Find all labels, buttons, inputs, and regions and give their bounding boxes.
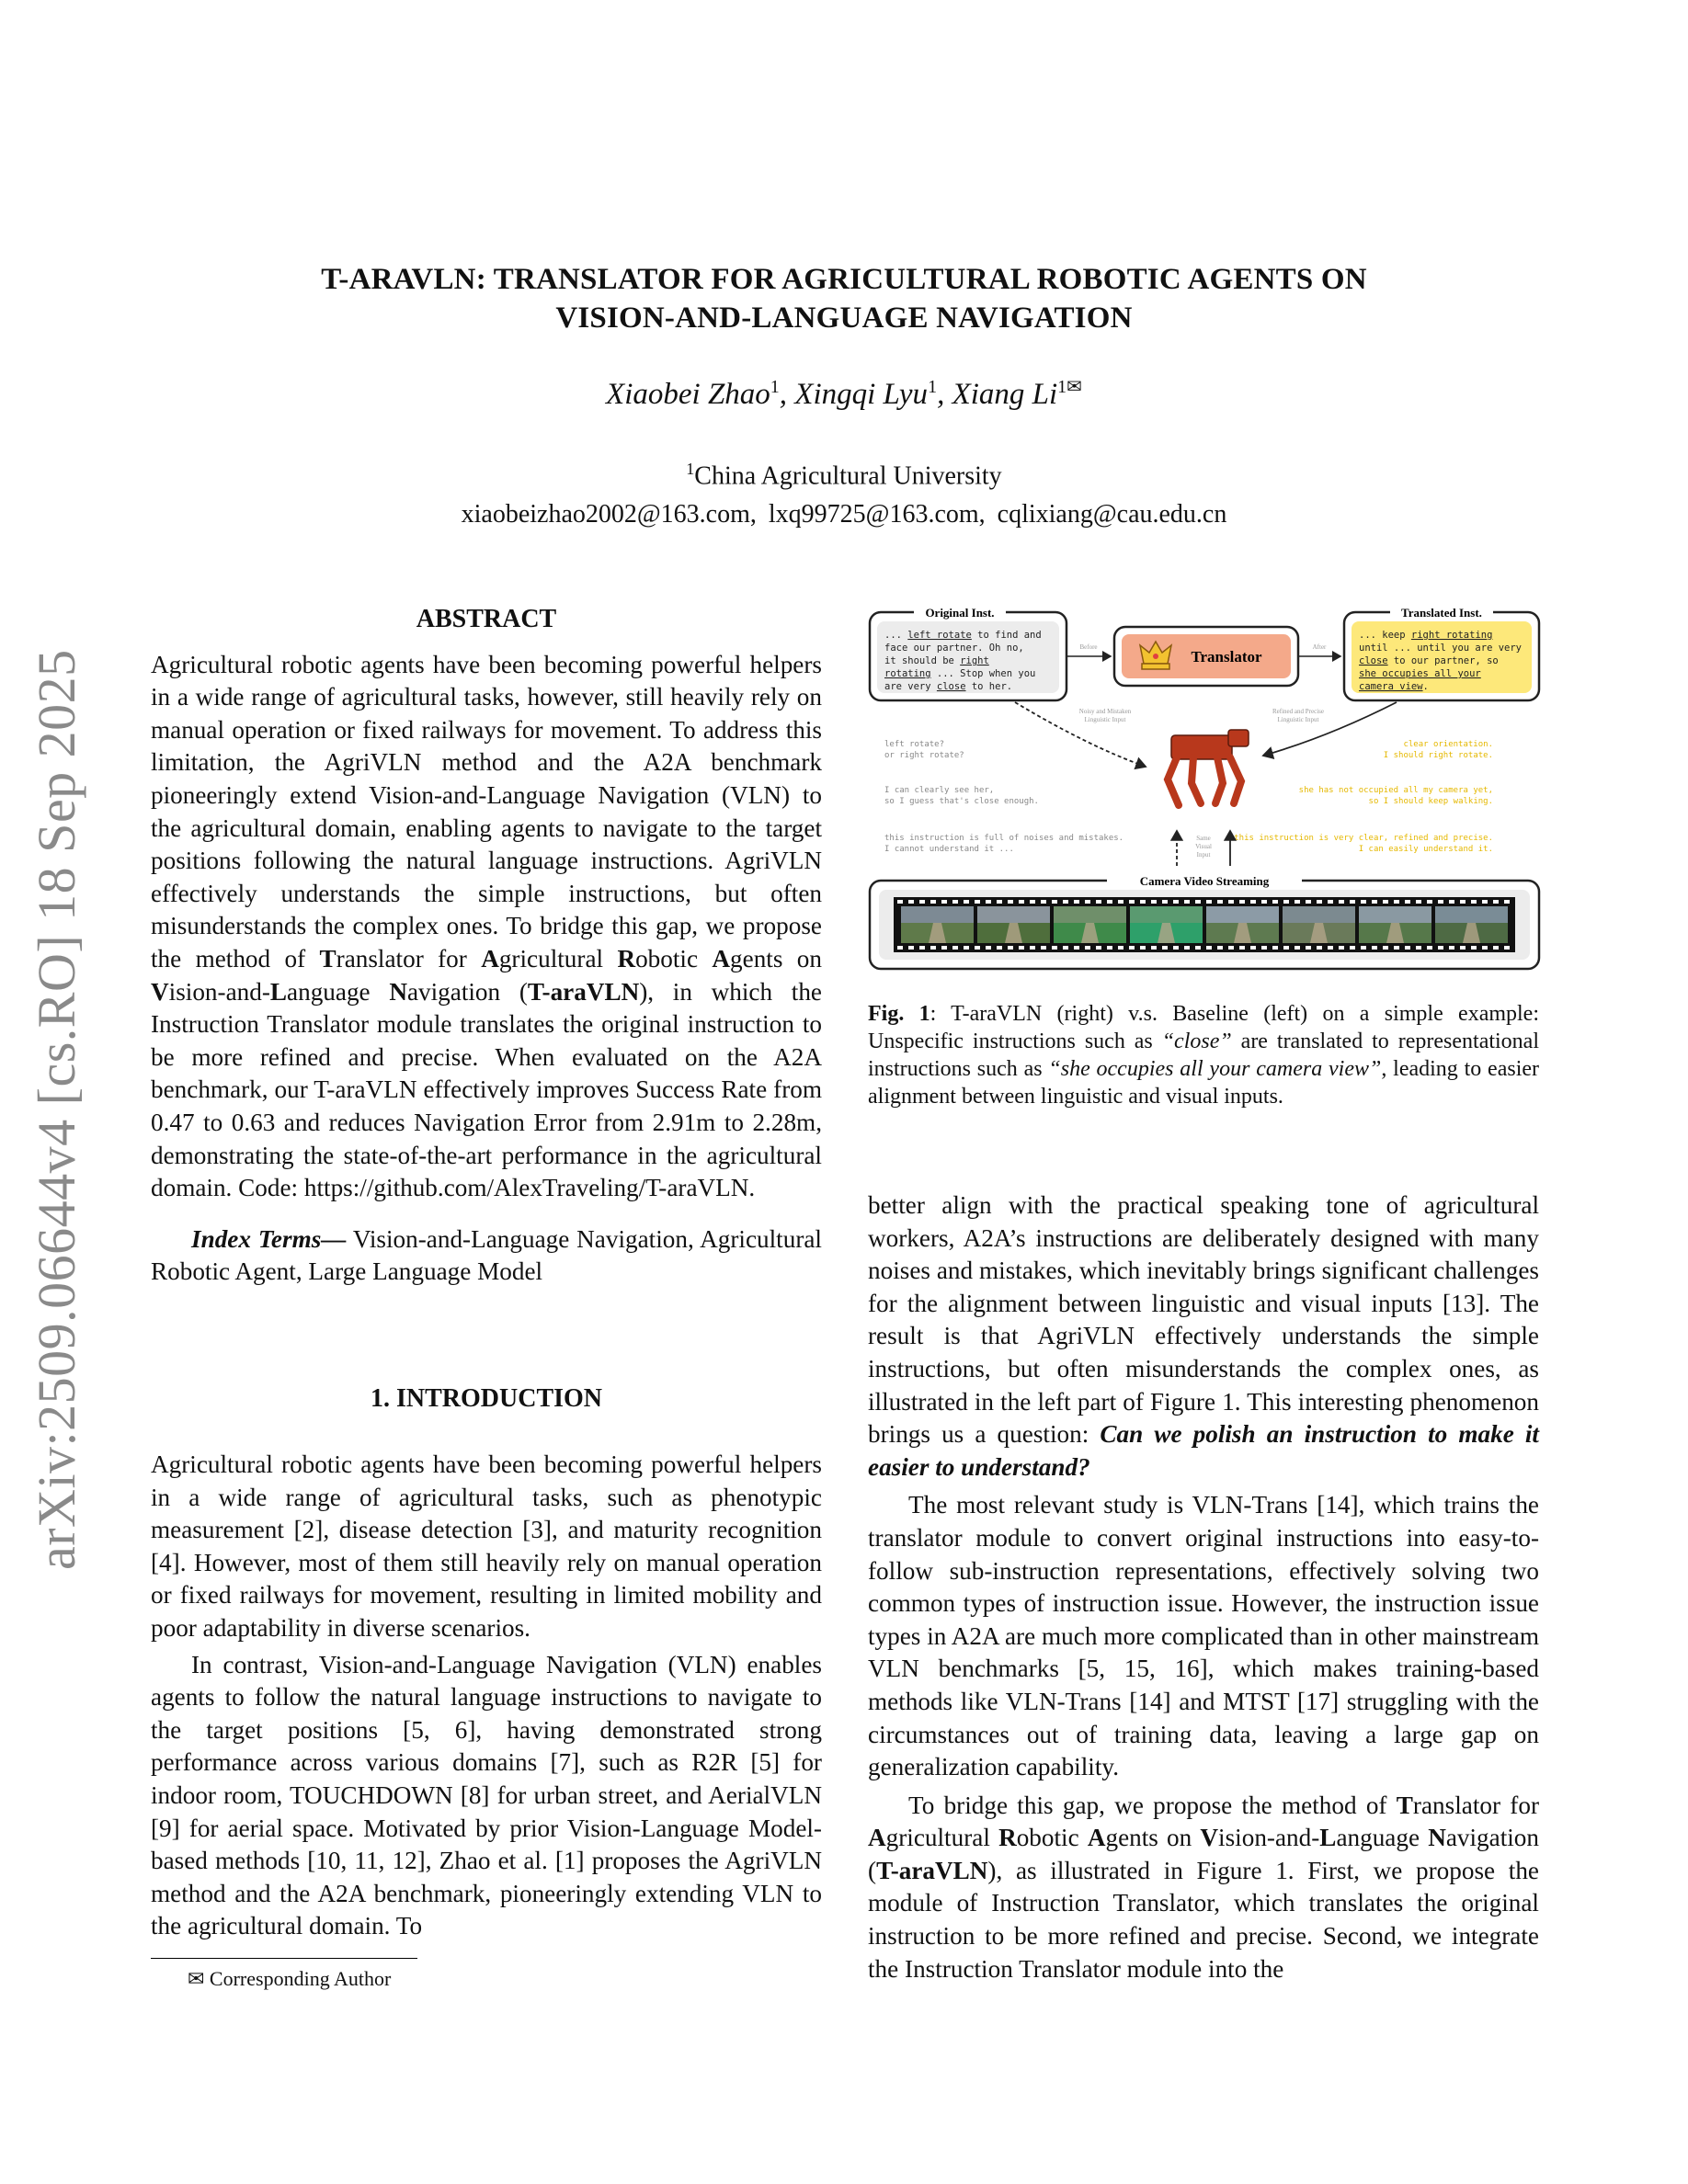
- acronym-rest: ranslator for: [336, 944, 482, 973]
- video-frame: [1130, 906, 1203, 943]
- right-column-body: [868, 1189, 1539, 1985]
- same-visual-label: Input: [1196, 851, 1211, 859]
- intro-paragraph-2: In contrast, Vision-and-Language Navigation (VLN) enables agents to follow the natural language instructions to navigate to the target positions [5, 6], having demonstrated strong performance across various domains [7], such as R2R [5] for indoor room, TOUCHDOWN [8] for urban street, and AerialVLN [9] for aerial space. Motivated by prior Vision-Language Model-based methods [10, 11, 12], Zhao et al. [1] proposes the AgriVLN method and the A2A benchmark, pioneeringly extending VLN to the agricultural domain. To: [151, 1650, 822, 1940]
- acronym-letter: R: [998, 1824, 1017, 1852]
- noisy-label: Linguistic Input: [1084, 716, 1126, 723]
- perforation: [1361, 946, 1366, 950]
- perforation: [1206, 900, 1212, 904]
- perforation: [1283, 900, 1289, 904]
- method-acronym: T-araVLN: [876, 1856, 988, 1884]
- underlined-phrase: close: [936, 681, 966, 692]
- acronym-letter: A: [712, 944, 731, 973]
- author-affil-mark: 1✉: [1057, 377, 1082, 397]
- affiliation: [0, 460, 1688, 491]
- video-frame: [977, 906, 1050, 943]
- perforation: [1008, 946, 1013, 950]
- perforation: [1383, 900, 1388, 904]
- perforation: [1283, 946, 1289, 950]
- title-line-1: T-ARAVLN: TRANSLATOR FOR AGRICULTURAL ROBOTIC AGENTS ON: [321, 263, 1367, 296]
- perforation: [1339, 946, 1344, 950]
- instruction-line: [1359, 630, 1492, 641]
- perforation: [1184, 946, 1190, 950]
- instruction-phrase: to her.: [965, 681, 1013, 692]
- perforation: [919, 946, 925, 950]
- title-line-2: VISION-AND-LANGUAGE NAVIGATION: [555, 301, 1133, 335]
- abstract-heading: ABSTRACT: [416, 605, 557, 633]
- underlined-phrase: right: [960, 655, 989, 666]
- perforation: [1140, 900, 1146, 904]
- original-inst-label: Original Inst.: [925, 606, 995, 620]
- translated-inst-label: Translated Inst.: [1401, 606, 1482, 620]
- acronym-letter: A: [868, 1824, 886, 1852]
- perforation: [908, 900, 914, 904]
- perforation: [1063, 946, 1068, 950]
- perforation: [1339, 900, 1344, 904]
- instruction-line: [884, 630, 1042, 641]
- intro-paragraph-1: Agricultural robotic agents have been becoming powerful helpers in a wide range of agricultural tasks, such as phenotypic measurement [2], disease detection [3], and maturity recognition [4]. However, most of them still heavily rely on manual operation or fixed railways for movement, resulting in limited mobility and poor adaptability in diverse scenarios.: [151, 1450, 822, 1642]
- thought-line: I should right rotate.: [1383, 751, 1493, 760]
- perforation: [1350, 946, 1355, 950]
- caption-text: : T-araVLN (right) v.s. Baseline (left) on a simple example: Unspecific instructions such as: [868, 1002, 1539, 1053]
- camera-label: Camera Video Streaming: [1139, 874, 1270, 888]
- paper-title: [0, 260, 1688, 337]
- perforation: [919, 900, 925, 904]
- instruction-phrase: ...: [884, 630, 908, 641]
- perforation: [930, 900, 936, 904]
- author-emails: xiaobeizhao2002@163.com, lxq99725@163.com, cqlixiang@cau.edu.cn: [461, 500, 1227, 529]
- right-paragraph-1: [868, 1189, 1539, 1484]
- video-frame: [901, 906, 974, 943]
- perforation: [1250, 946, 1256, 950]
- acronym-letter: R: [617, 944, 636, 973]
- instruction-phrase: .: [1422, 681, 1429, 692]
- acronym-rest: ranslator for: [1412, 1791, 1539, 1819]
- acronym-rest: gricultural: [885, 1824, 999, 1852]
- method-acronym: T-araVLN: [527, 977, 640, 1006]
- perforation: [1151, 946, 1157, 950]
- underlined-phrase: rotating: [884, 668, 931, 679]
- perforation: [1295, 946, 1300, 950]
- instruction-phrase: it should be: [884, 655, 961, 666]
- perforation: [1019, 900, 1024, 904]
- refined-label: Refined and Precise: [1272, 708, 1324, 715]
- perforation: [908, 946, 914, 950]
- caption-quote: “she occupies all your camera view”: [1048, 1057, 1382, 1081]
- baseline-thoughts: [884, 740, 1123, 854]
- caption-quote: “close”: [1161, 1029, 1232, 1053]
- same-visual-label: Same: [1196, 835, 1211, 842]
- perforation: [941, 946, 947, 950]
- perforation: [1228, 900, 1234, 904]
- perforation: [1394, 900, 1399, 904]
- perforation: [1085, 900, 1090, 904]
- paragraph-text: ), as illustrated in Figure 1. First, we propose the module of Instruction Translator, which translates the original instruction to be more refined and precise. Second, we integrate the Instruction Translator module into the: [868, 1856, 1539, 1983]
- perforation: [1261, 900, 1267, 904]
- perforation: [986, 900, 991, 904]
- thought-line: I cannot understand it ...: [884, 845, 1014, 854]
- acronym-letter: T: [1396, 1791, 1413, 1819]
- perforation: [1195, 900, 1201, 904]
- perforation: [1217, 900, 1223, 904]
- instruction-phrase: are very: [884, 681, 937, 692]
- perforation: [1405, 900, 1410, 904]
- perforation: [1317, 946, 1322, 950]
- perforation: [1372, 900, 1377, 904]
- index-terms-label: Index Terms—: [191, 1224, 347, 1253]
- video-frame: [1054, 906, 1126, 943]
- perforation: [1129, 946, 1135, 950]
- author-affil-mark: 1: [770, 377, 780, 397]
- perforation: [1195, 946, 1201, 950]
- noisy-label: Noisy and Mistaken: [1078, 708, 1132, 715]
- perforation: [1504, 946, 1510, 950]
- perforation: [1405, 946, 1410, 950]
- perforation: [1482, 900, 1488, 904]
- perforation: [1162, 946, 1168, 950]
- perforation: [1118, 900, 1123, 904]
- perforation: [1493, 900, 1499, 904]
- acronym-rest: avigation (: [406, 977, 528, 1006]
- acronym-letter: L: [269, 977, 288, 1006]
- footnote-rule: [151, 1958, 417, 1959]
- acronym-rest: gricultural: [498, 944, 618, 973]
- thought-line: this instruction is very clear, refined and precise.: [1234, 834, 1493, 843]
- paragraph-text: better align with the practical speaking tone of agricultural workers, A2A’s instructions are deliberately designed with many noises and mistakes, which inevitably brings significant challenges for the alignment between linguistic and visual inputs [13]. The result is that AgriVLN effectively understands the simple instructions, but often misunderstands the complex ones, as illustrated in the left part of Figure 1. This interesting phenomenon brings us a question:: [868, 1191, 1539, 1449]
- perforation: [1438, 900, 1443, 904]
- acronym-letter: A: [481, 944, 499, 973]
- video-frame: [1359, 906, 1431, 943]
- acronym-rest: obotic: [1016, 1824, 1088, 1852]
- video-frame: [1435, 906, 1508, 943]
- caption-text: , leading to easier alignment between linguistic and visual inputs.: [868, 1057, 1540, 1109]
- author-name: Xingqi Lyu: [794, 378, 929, 411]
- author-separator: ,: [937, 378, 952, 411]
- perforation: [1427, 946, 1432, 950]
- thought-line: this instruction is full of noises and mistakes.: [884, 834, 1124, 843]
- perforation: [1052, 946, 1057, 950]
- thought-line: clear orientation.: [1403, 740, 1493, 749]
- acronym-letter: V: [1200, 1824, 1219, 1852]
- underlined-phrase: left rotate: [907, 630, 972, 641]
- perforation: [1493, 946, 1499, 950]
- perforation: [997, 946, 1002, 950]
- arxiv-stamp: arXiv:2509.06644v4 [cs.RO] 18 Sep 2025: [27, 649, 86, 1570]
- perforation: [1085, 946, 1090, 950]
- perforation: [1306, 946, 1311, 950]
- perforation: [1041, 900, 1046, 904]
- robot-dog-icon: [1168, 730, 1249, 805]
- abstract-text: ), in which the Instruction Translator module translates the original instruction to be more refined and precise. When evaluated on the A2A benchmark, our T-araVLN effectively improves Success Rate from 0.47 to 0.63 and reduces Navigation Error from 2.91m to 2.28m, demonstrating the state-of-the-art performance in the agricultural domain. Code: https://github.com/AlexTraveling/T-araVLN.: [151, 977, 823, 1202]
- author-separator: ,: [779, 378, 795, 411]
- perforation: [1129, 900, 1135, 904]
- acronym-letter: A: [1087, 1824, 1106, 1852]
- instruction-phrase: ... Stop when you: [930, 668, 1036, 679]
- instruction-line: [1359, 643, 1522, 654]
- acronym-rest: anguage: [287, 977, 390, 1006]
- instruction-phrase: to find and: [971, 630, 1042, 641]
- instruction-phrase: until ... until you are very: [1359, 643, 1523, 654]
- acronym-letter: L: [1319, 1824, 1337, 1852]
- same-visual-label: Visual: [1195, 843, 1212, 850]
- instruction-line: [1359, 668, 1481, 679]
- perforation: [1107, 900, 1112, 904]
- figure-1-svg: [868, 599, 1542, 974]
- perforation: [1272, 900, 1278, 904]
- perforation: [1427, 900, 1432, 904]
- research-question: Can we polish an instruction to make it easier to understand?: [868, 1420, 1539, 1481]
- perforation: [1206, 946, 1212, 950]
- perforation: [1449, 946, 1454, 950]
- perforation: [1030, 946, 1035, 950]
- perforation: [1272, 946, 1278, 950]
- acronym-rest: gents on: [1105, 1824, 1201, 1852]
- perforation: [897, 900, 903, 904]
- perforation: [1173, 946, 1179, 950]
- perforation: [986, 946, 991, 950]
- acronym-letter: V: [151, 977, 169, 1006]
- instruction-line: [1359, 681, 1429, 692]
- before-label: Before: [1079, 643, 1098, 651]
- perforation: [1383, 946, 1388, 950]
- refined-label: Linguistic Input: [1277, 716, 1319, 723]
- perforation: [952, 900, 958, 904]
- right-paragraph-3: [868, 1790, 1539, 1986]
- acronym-letter: N: [389, 977, 407, 1006]
- perforation: [930, 946, 936, 950]
- perforation: [1140, 946, 1146, 950]
- perforation: [1096, 946, 1101, 950]
- perforation: [975, 946, 980, 950]
- perforation: [1328, 946, 1333, 950]
- perforation: [1074, 946, 1079, 950]
- instruction-line: [884, 655, 989, 666]
- perforation: [1173, 900, 1179, 904]
- thought-line: or right rotate?: [884, 751, 964, 760]
- perforation: [1317, 900, 1322, 904]
- perforation: [1261, 946, 1267, 950]
- perforation: [1030, 900, 1035, 904]
- index-terms-text: Vision-and-Language Navigation, Agricultural Robotic Agent, Large Language Model: [151, 1224, 822, 1286]
- perforation: [952, 946, 958, 950]
- thought-line: I can easily understand it.: [1358, 845, 1493, 854]
- author-name: Xiang Li: [952, 378, 1058, 411]
- acronym-rest: ision-and-: [1218, 1824, 1320, 1852]
- perforation: [1151, 900, 1157, 904]
- perforation: [1118, 946, 1123, 950]
- acronym-rest: anguage: [1336, 1824, 1429, 1852]
- perforation: [1416, 900, 1421, 904]
- acronym-rest: obotic: [635, 944, 713, 973]
- thought-line: so I should keep walking.: [1368, 797, 1493, 806]
- instruction-line: [884, 668, 1035, 679]
- perforation: [1438, 946, 1443, 950]
- footnote: ✉ Corresponding Author: [188, 1967, 392, 1990]
- perforation: [941, 900, 947, 904]
- paragraph-text: To bridge this gap, we propose the method of: [908, 1791, 1397, 1819]
- affiliation-name: China Agricultural University: [694, 461, 1002, 491]
- perforation: [1471, 900, 1477, 904]
- instruction-line: [884, 681, 1012, 692]
- perforation: [1449, 900, 1454, 904]
- index-terms: [151, 1223, 822, 1289]
- underlined-phrase: right rotating: [1410, 630, 1493, 641]
- abstract-text: Agricultural robotic agents have been becoming powerful helpers in a wide range of agricultural tasks, however, still heavily rely on manual operation or fixed railways for movement. To address this limitation, the AgriVLN method and the A2A benchmark pioneeringly extend Vision-and-Language Navigation (VLN) to the agricultural domain, enabling agents to navigate to the target positions following the natural language instructions. AgriVLN effectively understands the simple instructions, but often misunderstands the complex ones. To bridge this gap, we propose the method of: [151, 650, 822, 973]
- instruction-phrase: to our partner, so: [1387, 655, 1499, 666]
- intro-body: [151, 1449, 822, 1943]
- instruction-line: [1359, 655, 1499, 666]
- perforation: [1239, 900, 1245, 904]
- figure-1-caption: [868, 1000, 1539, 1110]
- perforation: [997, 900, 1002, 904]
- perforation: [1008, 900, 1013, 904]
- perforation: [1041, 946, 1046, 950]
- perforation: [1096, 900, 1101, 904]
- affiliation-mark: 1: [686, 460, 695, 478]
- instruction-line: [884, 643, 1024, 654]
- acronym-rest: gents on: [730, 944, 822, 973]
- perforation: [1184, 900, 1190, 904]
- perforation: [897, 946, 903, 950]
- video-frame: [1283, 906, 1355, 943]
- video-frame: [1206, 906, 1279, 943]
- perforation: [1306, 900, 1311, 904]
- perforation: [1019, 946, 1024, 950]
- perforation: [1416, 946, 1421, 950]
- instruction-phrase: face our partner. Oh no,: [884, 643, 1024, 654]
- perforation: [975, 900, 980, 904]
- perforation: [1471, 946, 1477, 950]
- perforation: [1394, 946, 1399, 950]
- thought-line: left rotate?: [884, 740, 945, 749]
- underlined-phrase: camera view: [1359, 681, 1423, 692]
- perforation: [964, 900, 969, 904]
- intro-heading-wrap: [151, 1382, 822, 1416]
- tara-thoughts: [1234, 740, 1493, 854]
- perforation: [1295, 900, 1300, 904]
- right-paragraph-2: The most relevant study is VLN-Trans [14], which trains the translator module to convert original instructions into easy-to-follow sub-instruction representations, effectively solving two common types of instruction issue. However, the instruction issue types in A2A are much more complicated than in other mainstream VLN benchmarks [5, 15, 16], which makes training-based methods like VLN-Trans [14] and MTST [17] struggling with the circumstances out of training data, leaving a large gap on generalization capability.: [868, 1491, 1539, 1781]
- thought-line: I can clearly see her,: [884, 786, 995, 795]
- perforation: [1350, 900, 1355, 904]
- perforation: [1107, 946, 1112, 950]
- underlined-phrase: she occupies all your: [1359, 668, 1481, 679]
- perforation: [1052, 900, 1057, 904]
- underlined-phrase: close: [1359, 655, 1388, 666]
- perforation: [1460, 900, 1466, 904]
- perforation: [1372, 946, 1377, 950]
- caption-label: Fig. 1: [868, 1002, 930, 1026]
- perforation: [1162, 900, 1168, 904]
- acronym-rest: avigation (: [868, 1824, 1539, 1884]
- thought-line: she has not occupied all my camera yet,: [1298, 786, 1493, 795]
- perforation: [1074, 900, 1079, 904]
- thought-line: so I guess that's close enough.: [884, 797, 1039, 806]
- after-label: After: [1312, 643, 1327, 651]
- author-list: [0, 375, 1688, 412]
- abstract-section: [151, 603, 822, 1289]
- perforation: [1063, 900, 1068, 904]
- perforation: [1217, 946, 1223, 950]
- perforation: [1239, 946, 1245, 950]
- perforation: [964, 946, 969, 950]
- perforation: [1460, 946, 1466, 950]
- instruction-phrase: ... keep: [1359, 630, 1411, 641]
- figure-1: [868, 599, 1542, 974]
- perforation: [1361, 900, 1366, 904]
- perforation: [1228, 946, 1234, 950]
- perforation: [1250, 900, 1256, 904]
- perforation: [1328, 900, 1333, 904]
- author-affil-mark: 1: [928, 377, 938, 397]
- acronym-letter: T: [319, 944, 336, 973]
- caption-text: are translated to representational instructions such as: [868, 1029, 1539, 1081]
- acronym-rest: ision-and-: [168, 977, 270, 1006]
- translator-label: Translator: [1191, 648, 1262, 665]
- intro-heading: 1. INTRODUCTION: [370, 1384, 603, 1413]
- perforation: [1504, 900, 1510, 904]
- acronym-letter: N: [1428, 1824, 1446, 1852]
- abstract-body: [151, 649, 822, 1205]
- author-name: Xiaobei Zhao: [606, 378, 770, 411]
- perforation: [1482, 946, 1488, 950]
